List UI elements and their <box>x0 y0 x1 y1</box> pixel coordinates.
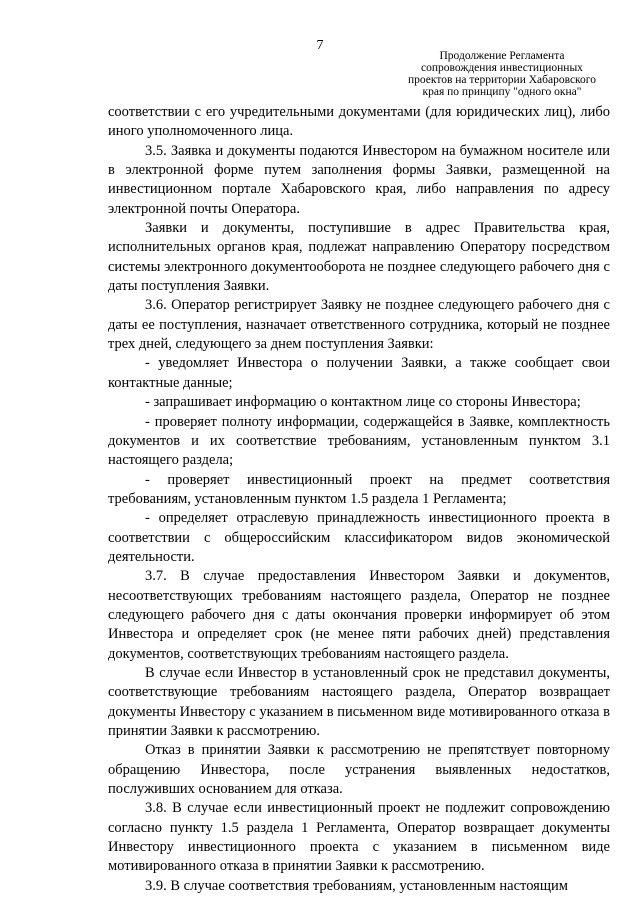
list-item: - запрашивает информацию о контактном лице со стороны Инвестора; <box>145 394 581 411</box>
list-item: - проверяет полноту информации, содержащейся в Заявке, комплектность документов и их соответствие требованиям, установленным пунктом 3.1 настоящего раздела; <box>108 413 610 469</box>
document-body <box>108 103 610 896</box>
running-header <box>392 50 612 98</box>
list-item: - уведомляет Инвестора о получении Заявки, а также сообщает свои контактные данные; <box>108 355 610 391</box>
paragraph: Заявки и документы, поступившие в адрес Правительства края, исполнительных органов края, подлежат направлению Оператору посредством системы электронного документооборота не позднее следующего рабочего дня с даты поступления Заявки. <box>108 220 610 295</box>
paragraph-continued: соответствии с его учредительными документами (для юридических лиц), либо иного уполномоченного лица. <box>108 104 610 140</box>
list-item: - проверяет инвестиционный проект на предмет соответствия требованиям, установленным пунктом 1.5 раздела 1 Регламента; <box>108 471 610 507</box>
paragraph-3-6: 3.6. Оператор регистрирует Заявку не позднее следующего рабочего дня с даты ее поступления, назначает ответственного сотрудника, который не позднее трех дней, следующего за днем поступления Заявки: <box>108 297 610 353</box>
paragraph-3-9: 3.9. В случае соответствия требованиям, установленным настоящим <box>145 877 568 894</box>
paragraph-3-5: 3.5. Заявка и документы подаются Инвестором на бумажном носителе или в электронной форме путем заполнения формы Заявки, размещенной на инвестиционном портале Хабаровского края, либо направления по адресу электронной почты Оператора. <box>108 142 610 217</box>
running-header-line: края по принципу "одного окна" <box>422 86 582 98</box>
paragraph: Отказ в принятии Заявки к рассмотрению не препятствует повторному обращению Инвестора, после устранения выявленных недостатков, послуживших основанием для отказа. <box>108 742 610 798</box>
running-header-line: проектов на территории Хабаровского <box>407 74 596 86</box>
paragraph: В случае если Инвестор в установленный срок не представил документы, соответствующие требованиям настоящего раздела, Оператор возвращает документы Инвестору с указанием в письменном виде мотивированного отказа в принятии Заявки к рассмотрению. <box>108 664 610 739</box>
running-header-line: Продолжение Регламента <box>439 50 565 62</box>
page-number: 7 <box>316 38 324 53</box>
paragraph-3-8: 3.8. В случае если инвестиционный проект не подлежит сопровождению согласно пункту 1.5 раздела 1 Регламента, Оператор возвращает документы Инвестору инвестиционного проекта с указанием в письменном виде мотивированного отказа в принятии Заявки к рассмотрению. <box>108 800 610 875</box>
running-header-line: сопровождения инвестиционных <box>421 62 583 74</box>
paragraph-3-7: 3.7. В случае предоставления Инвестором Заявки и документов, несоответствующих требованиям настоящего раздела, Оператор не позднее следующего рабочего дня с даты окончания проверки информирует об этом Инвестора и определяет срок (не менее пяти рабочих дней) представления документов, соответствующих требованиям настоящего раздела. <box>108 568 610 662</box>
list-item: - определяет отраслевую принадлежность инвестиционного проекта в соответствии с общероссийским классификатором видов экономической деятельности. <box>108 510 610 565</box>
